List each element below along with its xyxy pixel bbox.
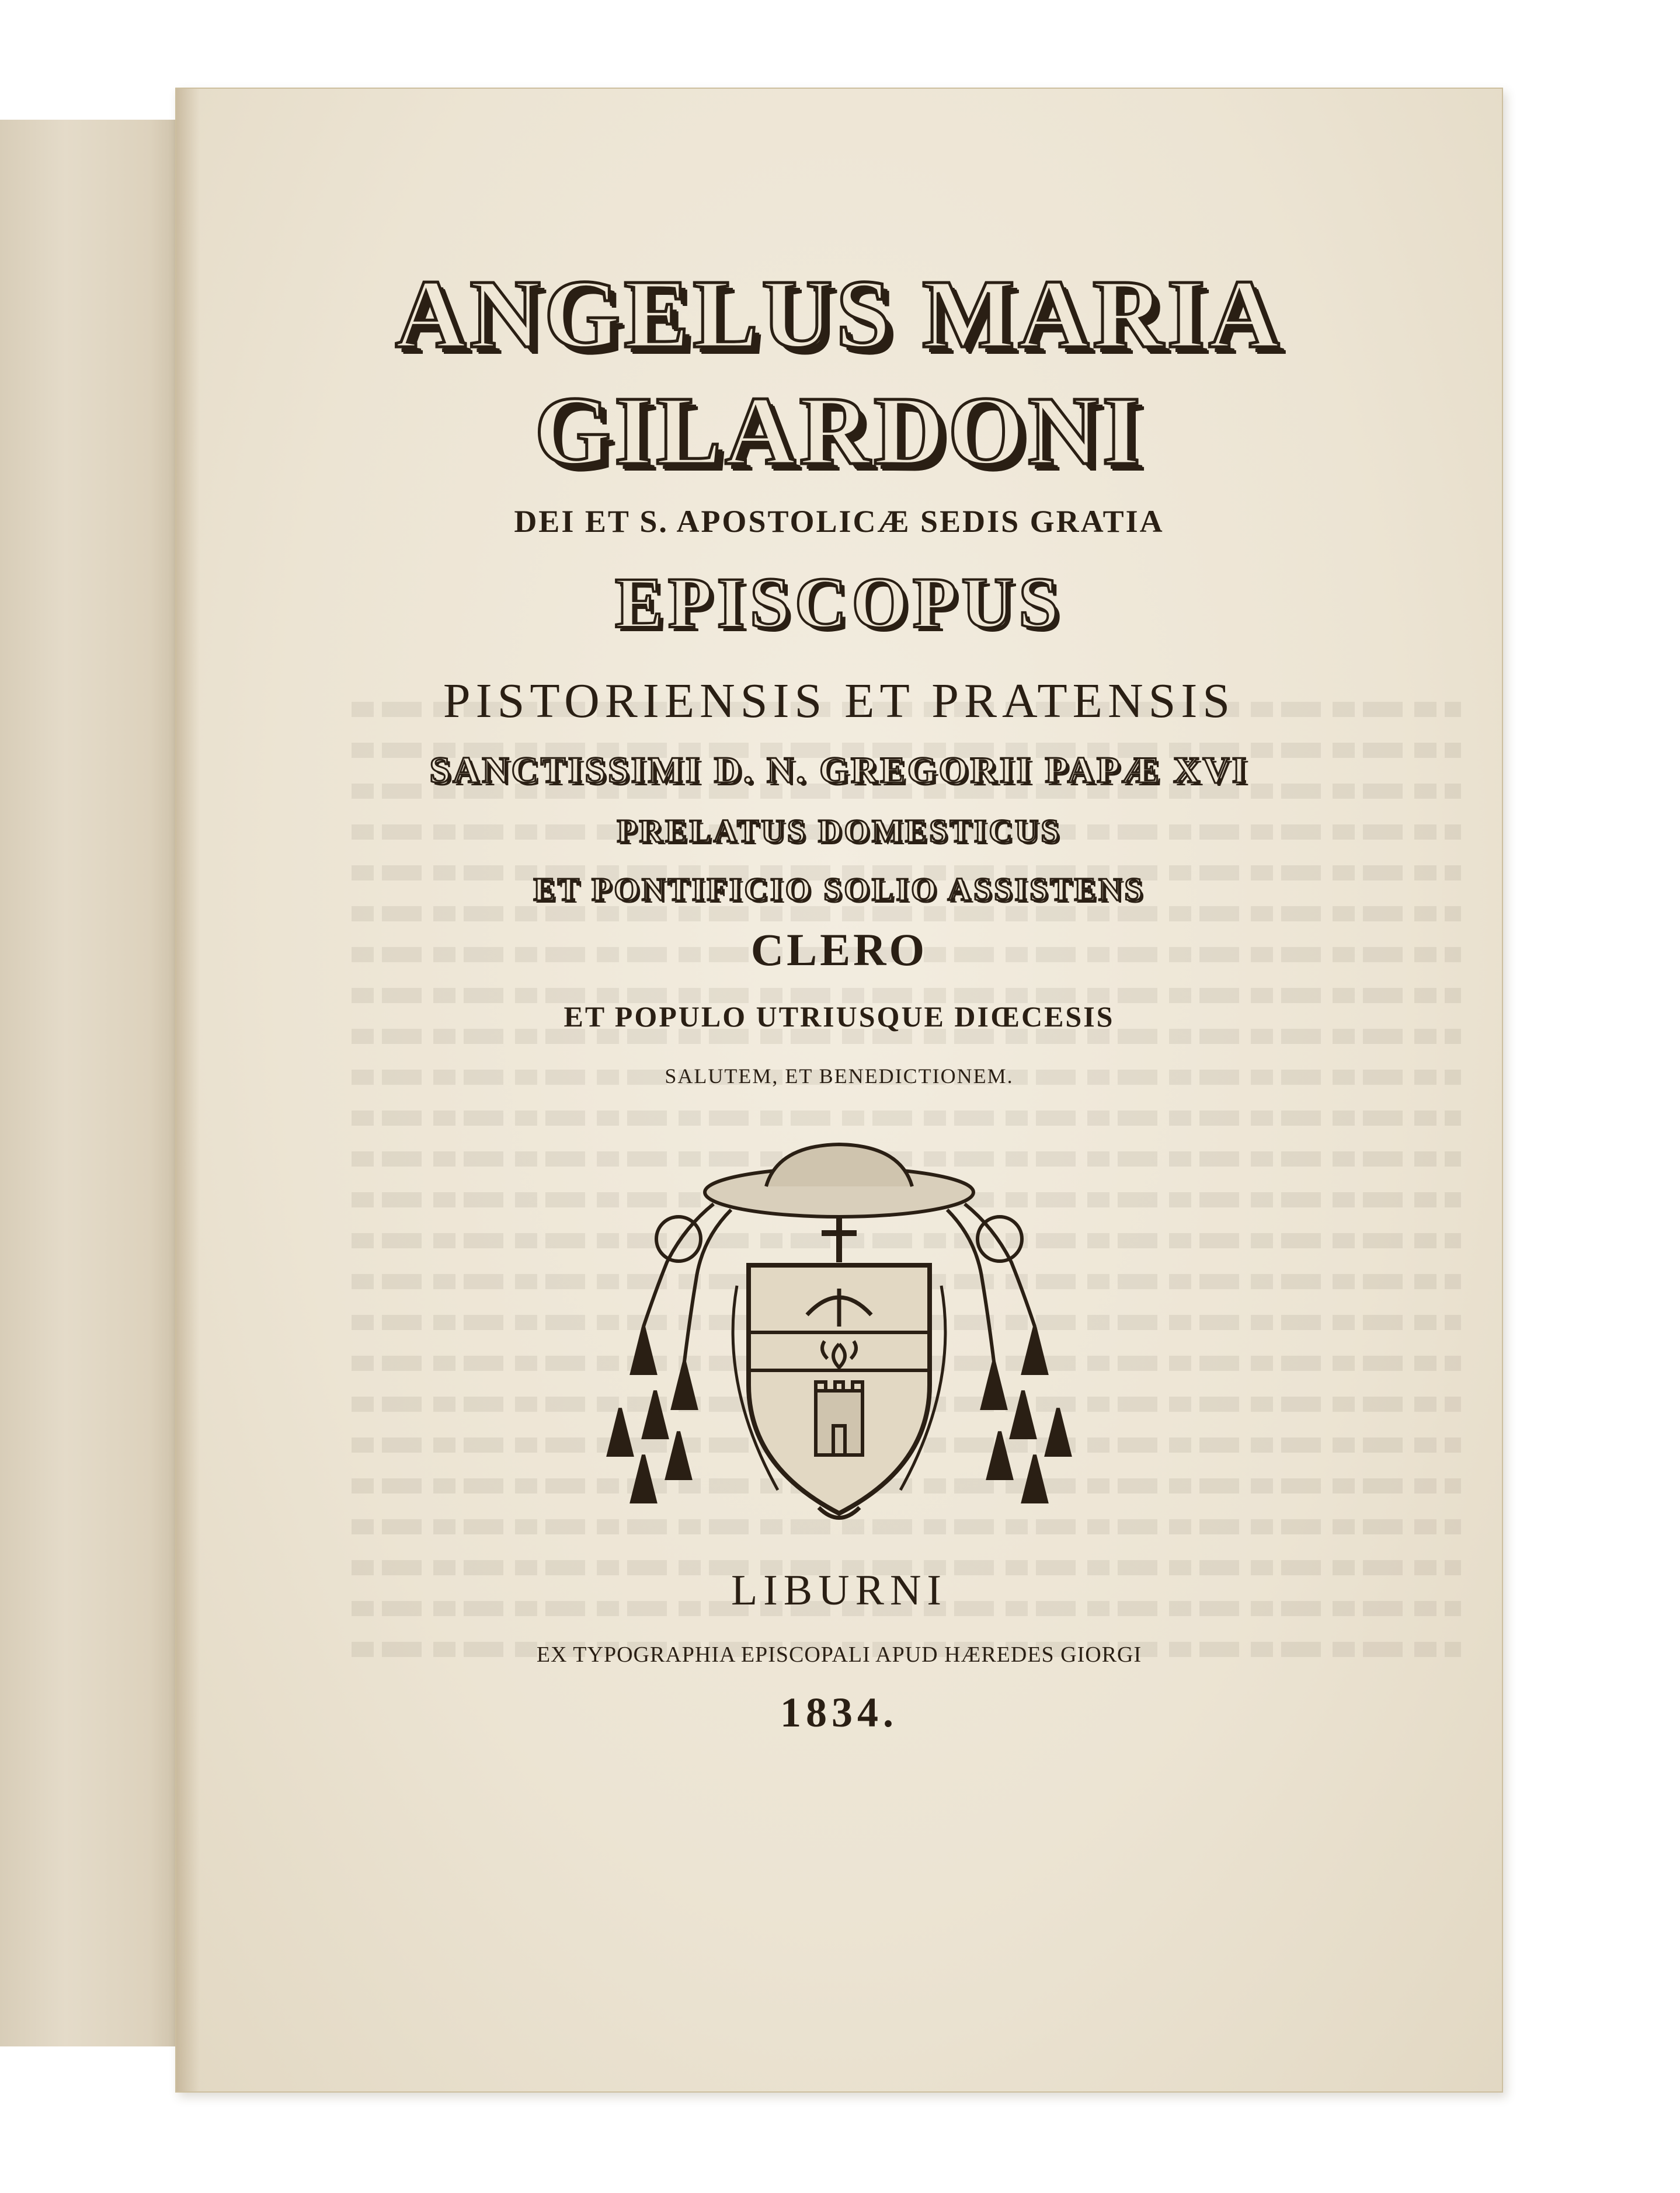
facing-page xyxy=(0,120,188,2046)
people-line: ET POPULO UTRIUSQUE DIŒCESIS xyxy=(564,1000,1115,1033)
title-page xyxy=(175,88,1503,2093)
imprint-printer: EX TYPOGRAPHIA EPISCOPALI APUD HÆREDES GIORGI xyxy=(536,1642,1142,1667)
clero-heading: CLERO xyxy=(750,924,928,975)
grace-formula: DEI ET S. APOSTOLICÆ SEDIS GRATIA xyxy=(514,504,1164,539)
imprint-place: LIBURNI xyxy=(731,1567,948,1614)
prelate-line: PRELATUS DOMESTICUS xyxy=(617,813,1062,850)
dioceses-line: PISTORIENSIS ET PRATENSIS xyxy=(443,674,1236,728)
author-name-line-1: ANGELUS MARIA xyxy=(395,260,1284,368)
episcopus-heading: EPISCOPUS xyxy=(615,563,1063,643)
greeting-line: SALUTEM, ET BENEDICTIONEM. xyxy=(665,1064,1014,1088)
assistant-line: ET PONTIFICIO SOLIO ASSISTENS xyxy=(533,872,1145,908)
author-name-line-2: GILARDONI xyxy=(534,377,1144,485)
pope-line: SANCTISSIMI D. N. GREGORII PAPÆ XVI xyxy=(429,749,1249,791)
episcopal-coat-of-arms-icon xyxy=(585,1140,1093,1537)
imprint-year: 1834. xyxy=(780,1689,898,1736)
